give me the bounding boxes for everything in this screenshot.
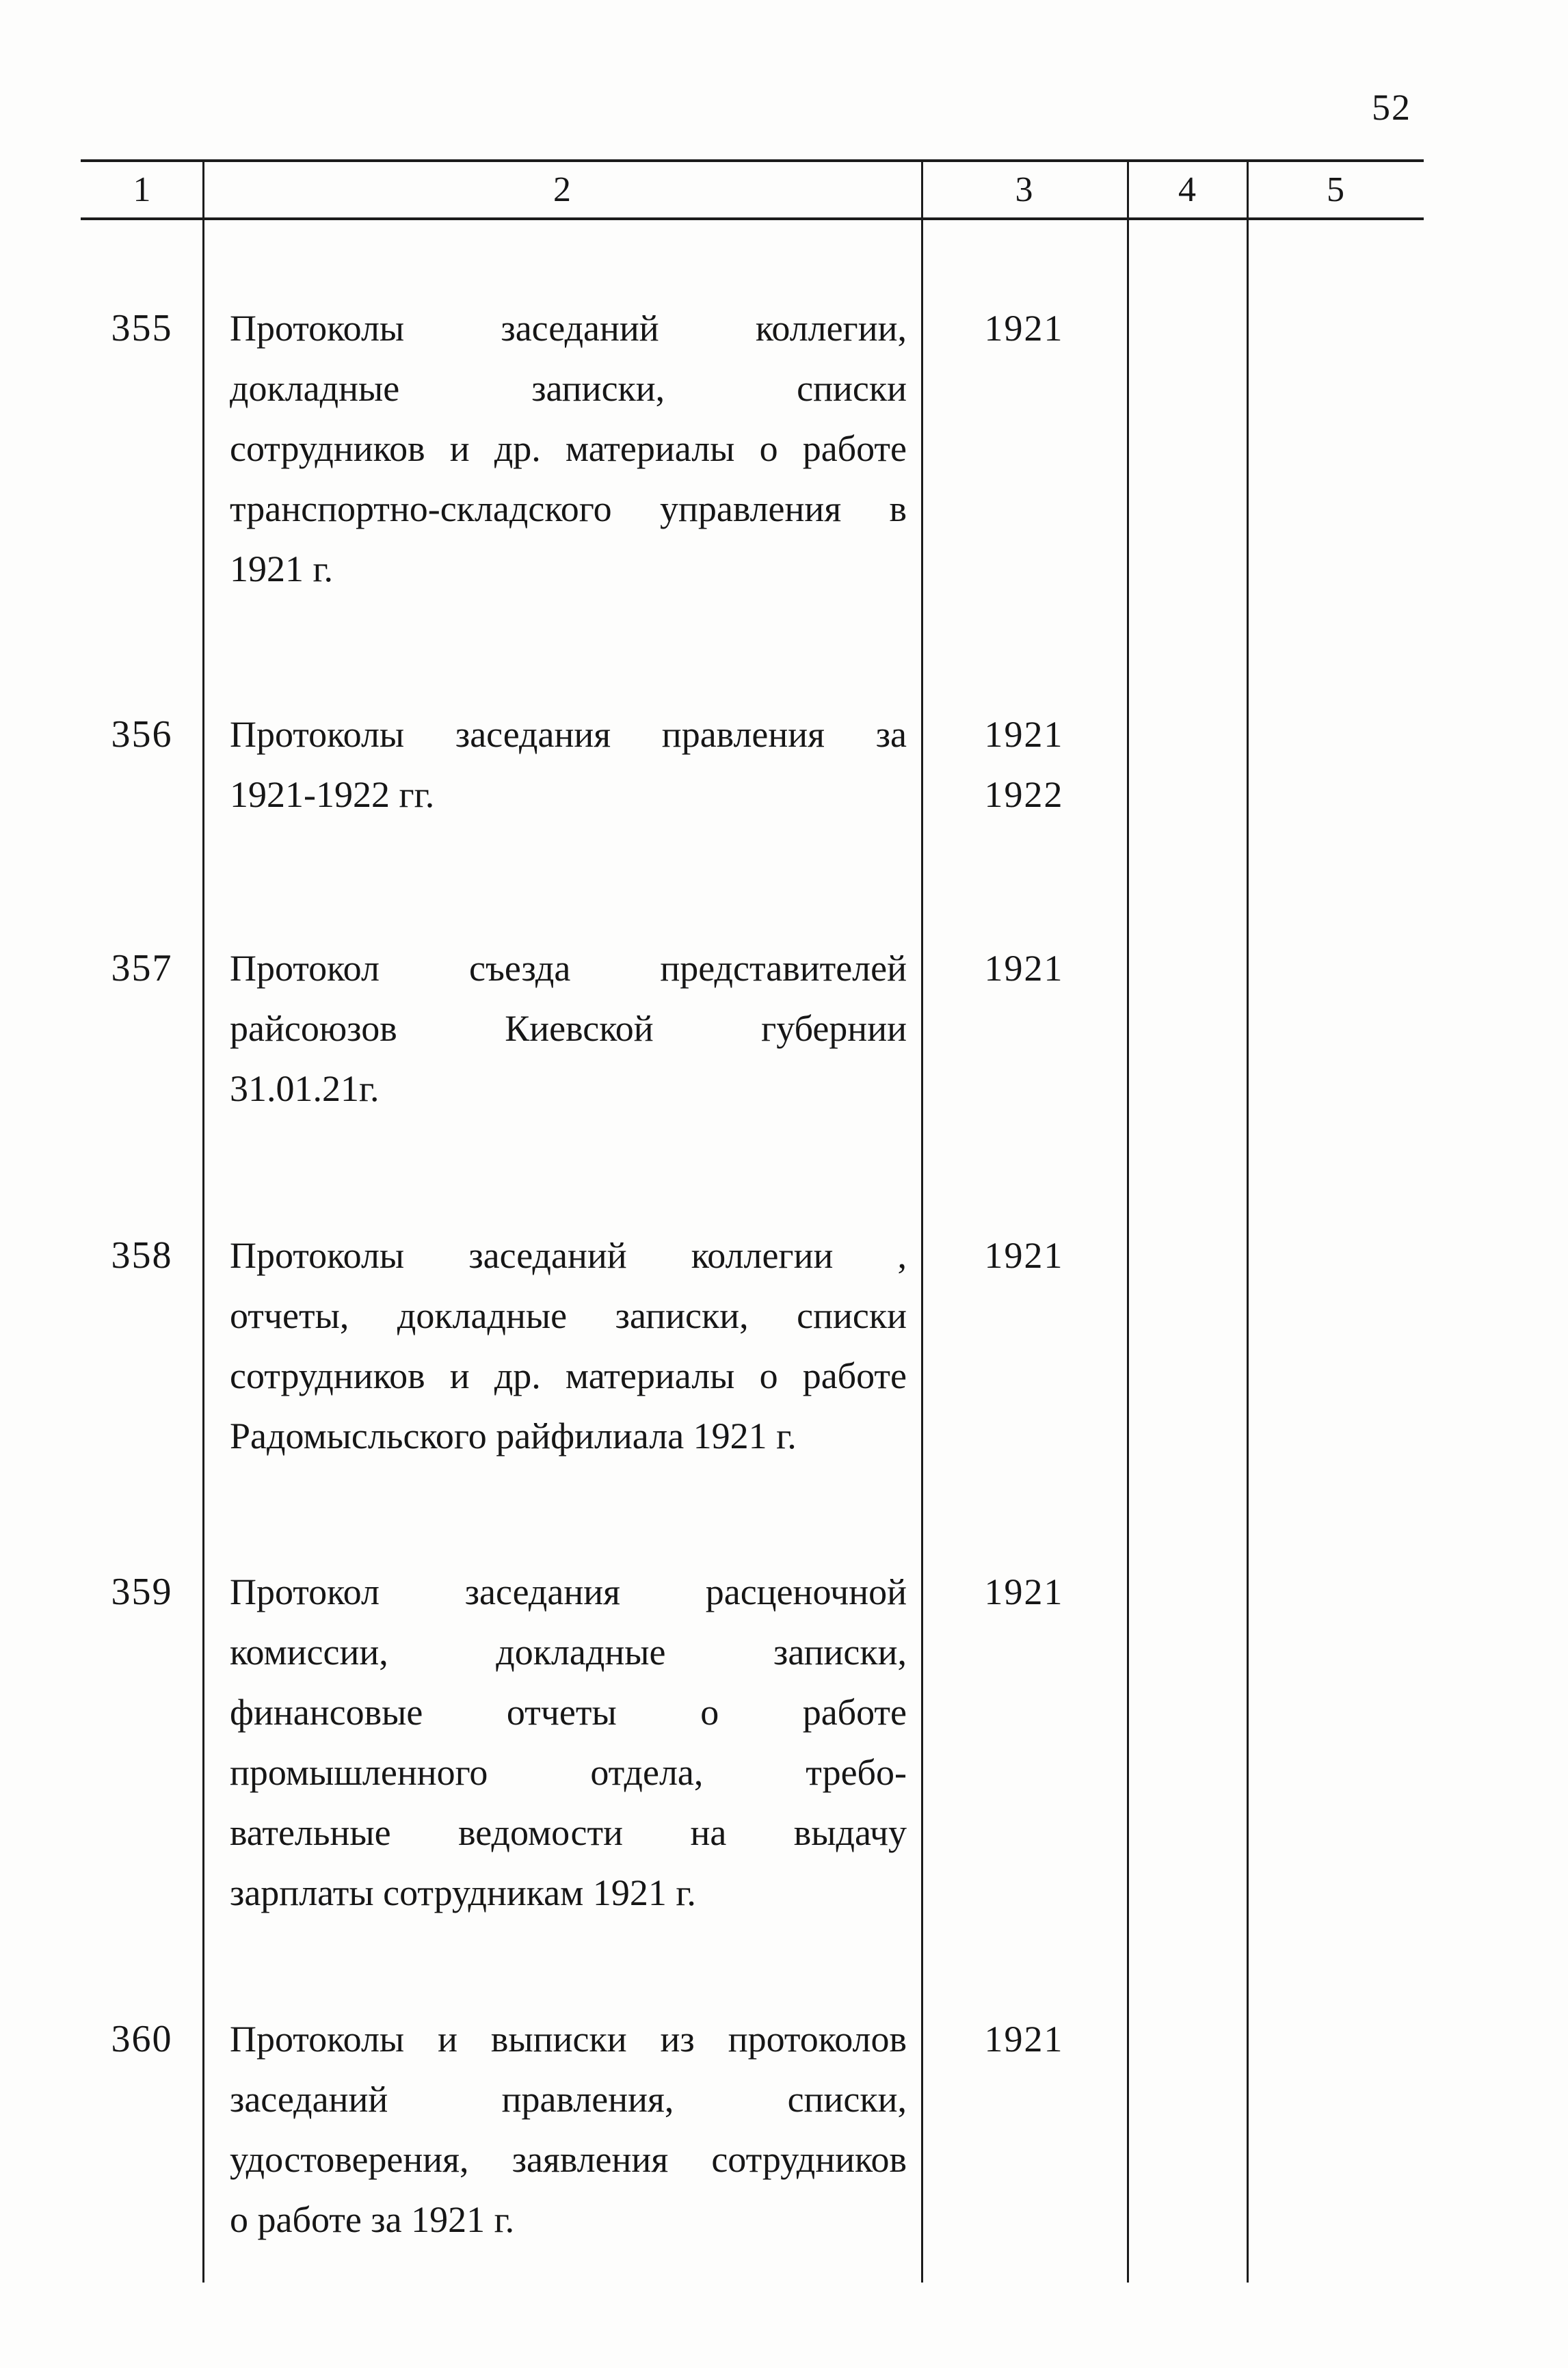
description-line: зарплаты сотрудникам 1921 г. xyxy=(230,1872,696,1913)
description-line: заседаний правления, списки, xyxy=(230,2079,907,2120)
case-description xyxy=(230,938,907,1119)
description-line: 31.01.21г. xyxy=(230,1068,380,1109)
case-number: 355 xyxy=(111,307,173,349)
description-line: Радомысльского райфилиала 1921 г. xyxy=(230,1415,797,1456)
date-line: 1921 xyxy=(984,2019,1064,2060)
description-line: 1921 г. xyxy=(230,548,334,589)
case-description xyxy=(230,2009,907,2250)
description-line: удостоверения, заявления сотрудников xyxy=(230,2139,907,2180)
case-number: 357 xyxy=(111,947,173,989)
table-vertical-line-col1 xyxy=(202,159,204,2283)
case-dates xyxy=(921,298,1127,358)
case-description xyxy=(230,1225,907,1466)
case-dates xyxy=(921,938,1127,998)
description-line: комиссии, докладные записки, xyxy=(230,1632,907,1673)
case-number: 356 xyxy=(111,713,173,756)
page-number: 52 xyxy=(1372,87,1411,128)
case-description xyxy=(230,298,907,599)
description-line: отчеты, докладные записки, списки xyxy=(230,1295,907,1336)
description-line: транспортно-складского управления в xyxy=(230,488,907,529)
case-number: 360 xyxy=(111,2018,173,2060)
date-line: 1921 xyxy=(984,714,1064,755)
description-line: сотрудников и др. материалы о работе xyxy=(230,428,907,469)
table-header-row xyxy=(81,162,1424,217)
date-line: 1921 xyxy=(984,948,1064,989)
table-vertical-line-col4 xyxy=(1247,159,1249,2283)
column-header-1: 1 xyxy=(133,170,151,209)
column-header-2: 2 xyxy=(553,170,571,209)
description-line: Протокол заседания расценочной xyxy=(230,1571,907,1612)
table-vertical-line-col3 xyxy=(1127,159,1129,2283)
description-line: Протоколы заседаний коллегии, xyxy=(230,308,907,349)
description-line: промышленного отдела, требо- xyxy=(230,1752,907,1793)
column-header-5: 5 xyxy=(1327,170,1344,209)
description-line: Протоколы заседания правления за xyxy=(230,714,907,755)
description-line: Протоколы и выписки из протоколов xyxy=(230,2019,907,2060)
description-line: Протокол съезда представителей xyxy=(230,948,907,989)
case-dates xyxy=(921,2009,1127,2069)
table-header-bottom-line xyxy=(81,217,1424,220)
case-description xyxy=(230,704,907,825)
case-dates xyxy=(921,1225,1127,1286)
description-line: финансовые отчеты о работе xyxy=(230,1692,907,1733)
description-line: докладные записки, списки xyxy=(230,368,907,409)
date-line: 1921 xyxy=(984,1571,1064,1612)
case-dates xyxy=(921,704,1127,825)
description-line: о работе за 1921 г. xyxy=(230,2199,515,2240)
date-line: 1922 xyxy=(984,774,1064,815)
date-line: 1921 xyxy=(984,308,1064,349)
description-line: сотрудников и др. материалы о работе xyxy=(230,1355,907,1396)
column-header-3: 3 xyxy=(1015,170,1033,209)
case-description xyxy=(230,1562,907,1923)
description-line: вательные ведомости на выдачу xyxy=(230,1812,907,1853)
column-header-4: 4 xyxy=(1178,170,1196,209)
date-line: 1921 xyxy=(984,1235,1064,1276)
case-number: 359 xyxy=(111,1571,173,1613)
description-line: Протоколы заседаний коллегии , xyxy=(230,1235,907,1276)
case-dates xyxy=(921,1562,1127,1622)
table-vertical-line-col2 xyxy=(921,159,923,2283)
case-number: 358 xyxy=(111,1234,173,1277)
description-line: 1921-1922 гг. xyxy=(230,774,435,815)
description-line: райсоюзов Киевской губернии xyxy=(230,1008,907,1049)
